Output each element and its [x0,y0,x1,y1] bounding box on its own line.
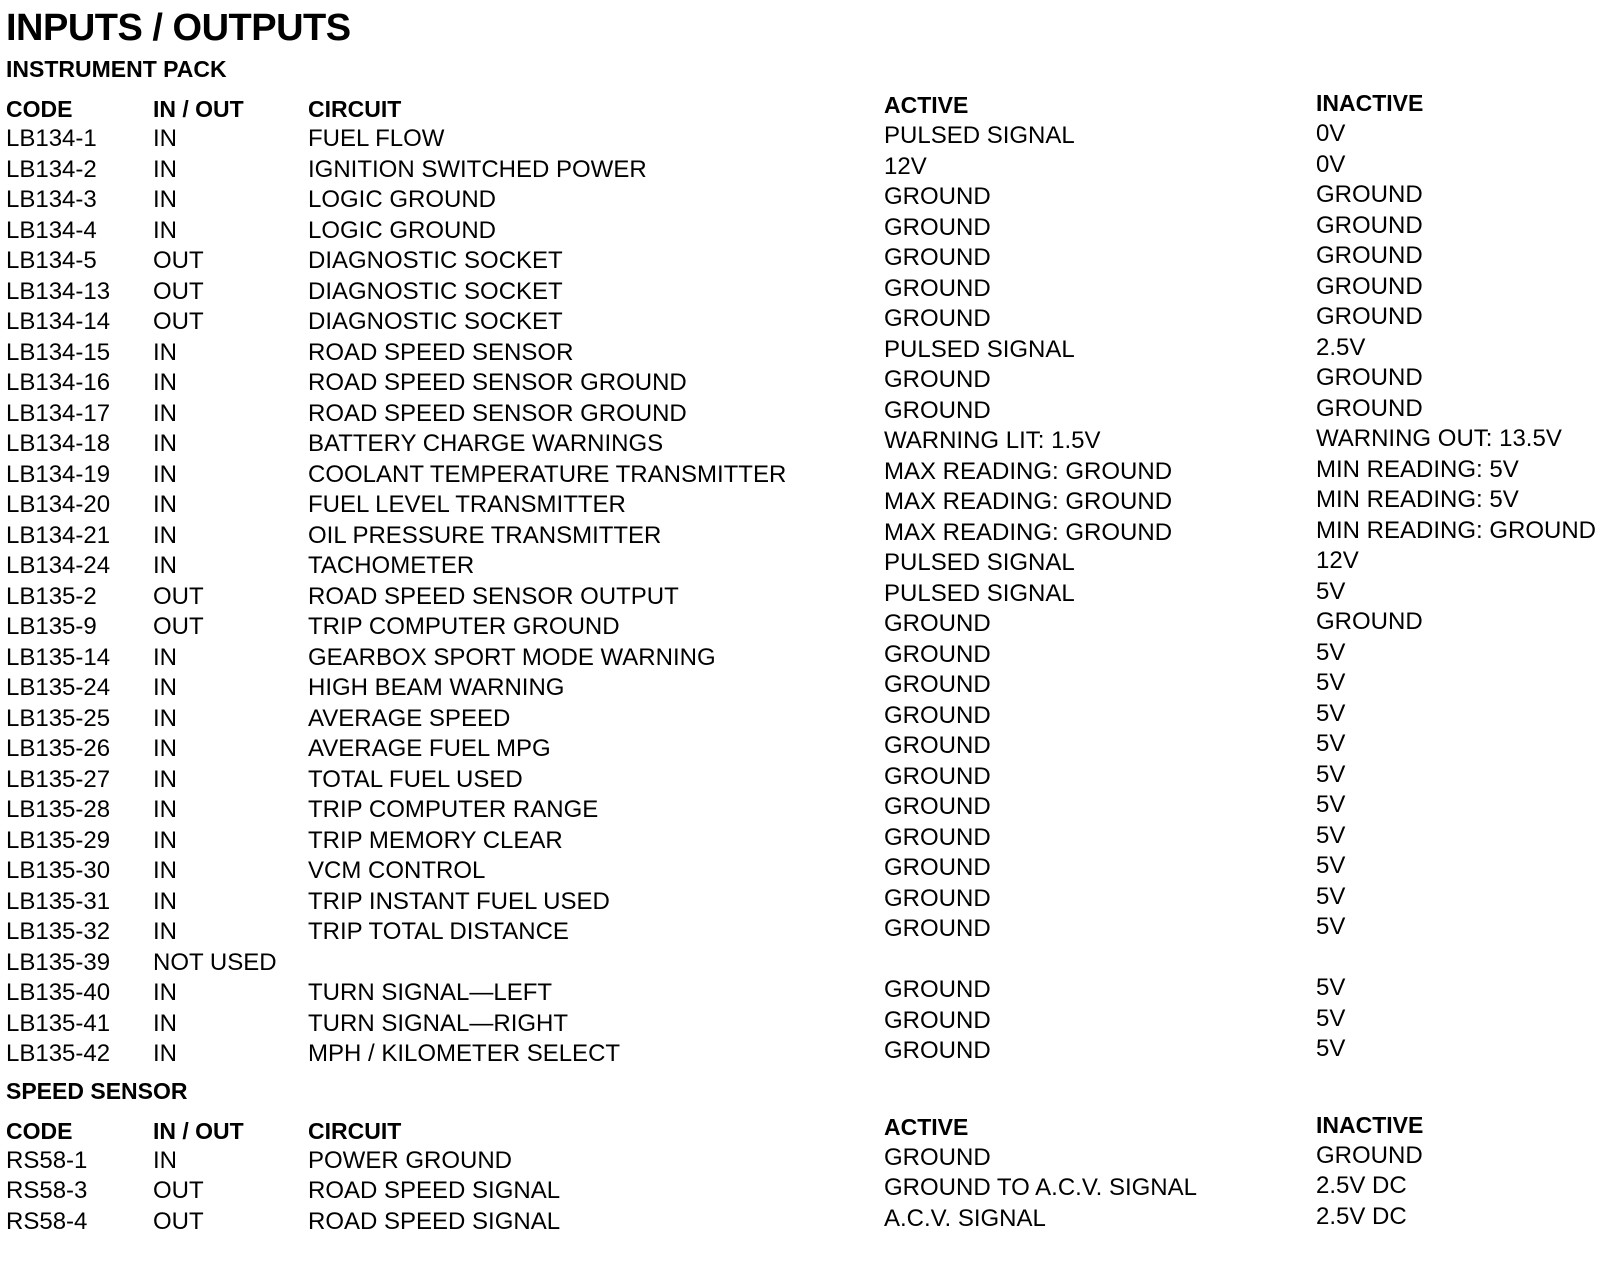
table-row [6,120,1612,155]
cell-code: LB135-41 [6,1009,111,1037]
cell-io: IN [153,1009,177,1037]
cell-io: OUT [153,308,204,335]
cell-io: IN [153,460,177,488]
cell-code: LB135-24 [6,674,111,701]
cell-circuit: TRIP INSTANT FUEL USED [308,887,610,915]
cell-io: IN [153,125,177,152]
cell-io: IN [153,826,177,854]
cell-circuit: ROAD SPEED SENSOR GROUND [308,369,687,396]
cell-active: GROUND [884,305,991,332]
cell-active: MAX READING: GROUND [884,488,1173,515]
cell-active: PULSED SIGNAL [884,335,1075,363]
cell-code: LB134-2 [6,155,97,183]
cell-inactive: 5V [1316,882,1346,910]
cell-inactive: 2.5V DC [1316,1172,1407,1199]
cell-active: GROUND [884,884,991,912]
cell-io: IN [153,521,177,549]
cell-circuit: ROAD SPEED SENSOR GROUND [308,399,687,427]
cell-active: GROUND [884,274,991,302]
cell-inactive: 5V [1316,974,1346,1001]
table-row [6,730,1612,765]
cell-code: LB134-14 [6,308,111,335]
cell-inactive: WARNING OUT: 13.5V [1316,425,1562,452]
cell-io: IN [153,796,177,823]
cell-io: IN [153,491,177,518]
cell-active: GROUND [884,1143,991,1171]
cell-active: GROUND [884,640,991,668]
page [6,0,1612,1237]
table-row [6,303,1612,338]
cell-code: LB134-21 [6,521,111,549]
cell-code: LB134-5 [6,247,97,274]
cell-circuit: LOGIC GROUND [308,186,497,213]
cell-code: LB135-2 [6,582,97,610]
cell-circuit: COOLANT TEMPERATURE TRANSMITTER [308,460,787,488]
cell-code: LB134-15 [6,338,111,366]
cell-circuit: DIAGNOSTIC SOCKET [308,308,563,335]
cell-io: IN [153,735,177,762]
cell-inactive: 5V [1316,791,1346,818]
cell-io: IN [153,765,177,793]
cell-code: LB134-19 [6,460,111,488]
cell-io: IN [153,674,177,701]
table-row [6,852,1612,887]
section-speed-sensor [6,1076,1612,1238]
cell-circuit: TOTAL FUEL USED [308,765,523,793]
cell-io: IN [153,704,177,732]
cell-io: IN [153,430,177,457]
table-row [6,638,1612,674]
cell-io: IN [153,399,177,427]
table-row [6,821,1612,857]
cell-active: GROUND [884,366,991,393]
cell-code: RS58-4 [6,1207,88,1235]
cell-code: LB135-14 [6,643,111,671]
cell-circuit: TRIP TOTAL DISTANCE [308,918,569,945]
cell-code: LB135-39 [6,948,111,976]
cell-io: OUT [153,277,204,305]
cell-circuit: AVERAGE SPEED [308,704,511,732]
table-row [6,948,1612,979]
page-title: INPUTS / OUTPUTS [6,7,351,49]
cell-circuit: OIL PRESSURE TRANSMITTER [308,521,662,549]
cell-inactive: 5V [1316,821,1346,849]
cell-code: LB135-40 [6,979,111,1006]
cell-io: IN [153,155,177,183]
cell-active: GROUND [884,915,991,942]
table-row [6,699,1612,735]
cell-inactive: GROUND [1316,394,1423,422]
cell-inactive: 5V [1316,1035,1346,1062]
cell-circuit: ROAD SPEED SIGNAL [308,1177,561,1204]
header-inactive: INACTIVE [1316,1111,1424,1138]
table-row [6,1035,1612,1070]
cell-active: GROUND [884,213,991,241]
cell-circuit: DIAGNOSTIC SOCKET [308,277,563,305]
table-body [6,1141,1612,1238]
cell-code: LB134-16 [6,369,111,396]
cell-inactive: 5V [1316,913,1346,940]
cell-inactive: 2.5V [1316,333,1366,361]
cell-active: 12V [884,152,927,180]
cell-inactive: MIN READING: GROUND [1316,516,1597,544]
cell-inactive: 5V [1316,730,1346,757]
cell-active: MAX READING: GROUND [884,457,1173,485]
cell-inactive: MIN READING: 5V [1316,455,1519,483]
cell-code: LB134-3 [6,186,97,213]
table-row [6,547,1612,582]
cell-io: IN [153,186,177,213]
header-io: IN / OUT [153,1117,244,1144]
cell-active: GROUND [884,183,991,210]
cell-circuit: ROAD SPEED SIGNAL [308,1207,561,1235]
cell-inactive: 5V [1316,699,1346,727]
header-active: ACTIVE [884,1113,969,1140]
cell-circuit: DIAGNOSTIC SOCKET [308,247,563,274]
cell-active: PULSED SIGNAL [884,579,1075,607]
cell-io: IN [153,1040,177,1067]
cell-circuit: BATTERY CHARGE WARNINGS [308,430,664,457]
cell-inactive: 0V [1316,150,1346,178]
cell-active: WARNING LIT: 1.5V [884,427,1101,454]
cell-active: GROUND [884,1037,991,1064]
cell-inactive: 5V [1316,1004,1346,1032]
cell-active: MAX READING: GROUND [884,518,1173,546]
cell-circuit: HIGH BEAM WARNING [308,674,565,701]
cell-active: GROUND [884,762,991,790]
cell-code: LB135-32 [6,918,111,945]
cell-code: LB135-29 [6,826,111,854]
cell-inactive: GROUND [1316,242,1423,269]
cell-code: LB134-20 [6,491,111,518]
cell-circuit: TRIP COMPUTER GROUND [308,613,620,640]
cell-code: LB134-13 [6,277,111,305]
table-header [6,84,1612,124]
table-row [6,760,1612,796]
table-row [6,669,1612,704]
header-code: CODE [6,1117,73,1144]
cell-inactive: GROUND [1316,608,1423,635]
cell-active: GROUND [884,701,991,729]
header-inactive: INACTIVE [1316,90,1424,116]
cell-active: GROUND [884,793,991,820]
section-title: INSTRUMENT PACK [6,56,227,82]
cell-code: LB134-18 [6,430,111,457]
cell-code: LB135-26 [6,735,111,762]
header-circuit: CIRCUIT [308,96,402,122]
cell-circuit: TURN SIGNAL—RIGHT [308,1009,569,1037]
cell-inactive: 2.5V DC [1316,1202,1407,1230]
cell-io: IN [153,338,177,366]
cell-code: LB135-9 [6,613,97,640]
cell-active: A.C.V. SIGNAL [884,1204,1046,1232]
table-header [6,1106,1612,1146]
cell-io: OUT [153,247,204,274]
table-body [6,120,1612,1070]
cell-inactive: MIN READING: 5V [1316,486,1519,513]
cell-io: IN [153,979,177,1006]
table-row [6,1004,1612,1040]
cell-active: PULSED SIGNAL [884,549,1075,576]
cell-code: LB135-31 [6,887,111,915]
cell-inactive: GROUND [1316,303,1423,330]
cell-inactive: GROUND [1316,272,1423,300]
cell-active: GROUND [884,396,991,424]
cell-circuit: ROAD SPEED SENSOR [308,338,574,366]
cell-active: GROUND [884,976,991,1003]
cell-code: LB135-30 [6,857,111,884]
cell-io: IN [153,918,177,945]
cell-circuit: ROAD SPEED SENSOR OUTPUT [308,582,679,610]
cell-circuit: FUEL FLOW [308,125,445,152]
table-row [6,516,1612,552]
cell-inactive: 5V [1316,577,1346,605]
cell-inactive: GROUND [1316,364,1423,391]
table-row [6,1202,1612,1238]
cell-io: OUT [153,582,204,610]
table-row [6,882,1612,918]
table-row [6,608,1612,643]
cell-active: PULSED SIGNAL [884,122,1075,149]
cell-inactive: 12V [1316,547,1359,574]
cell-io: IN [153,369,177,396]
cell-io: IN [153,216,177,244]
cell-io: IN [153,552,177,579]
cell-circuit: AVERAGE FUEL MPG [308,735,551,762]
cell-circuit: MPH / KILOMETER SELECT [308,1040,621,1067]
cell-inactive: 0V [1316,120,1346,147]
cell-active: GROUND [884,610,991,637]
cell-code: LB135-28 [6,796,111,823]
cell-code: LB134-1 [6,125,97,152]
cell-code: LB134-24 [6,552,111,579]
header-active: ACTIVE [884,92,969,118]
cell-io: IN [153,887,177,915]
cell-circuit: TURN SIGNAL—LEFT [308,979,553,1006]
cell-inactive: 5V [1316,760,1346,788]
table-row [6,913,1612,948]
cell-code: RS58-1 [6,1146,88,1174]
table-row [6,791,1612,826]
cell-inactive: GROUND [1316,1141,1423,1169]
cell-io: IN [153,857,177,884]
table-row [6,974,1612,1009]
cell-active: GROUND [884,732,991,759]
cell-inactive: 5V [1316,852,1346,879]
cell-io: OUT [153,1177,204,1204]
cell-active: GROUND TO A.C.V. SIGNAL [884,1174,1197,1201]
cell-active: GROUND [884,1006,991,1034]
cell-code: LB134-17 [6,399,111,427]
cell-io: IN [153,1146,177,1174]
section-title: SPEED SENSOR [6,1077,188,1104]
cell-io: OUT [153,1207,204,1235]
cell-circuit: POWER GROUND [308,1146,512,1174]
cell-active: GROUND [884,823,991,851]
cell-inactive: 5V [1316,669,1346,696]
cell-circuit: TACHOMETER [308,552,475,579]
cell-circuit: LOGIC GROUND [308,216,497,244]
cell-circuit: VCM CONTROL [308,857,486,884]
header-io: IN / OUT [153,96,244,122]
cell-io: OUT [153,613,204,640]
cell-circuit: GEARBOX SPORT MODE WARNING [308,643,716,671]
cell-circuit: TRIP COMPUTER RANGE [308,796,599,823]
cell-code: RS58-3 [6,1177,88,1204]
cell-circuit: TRIP MEMORY CLEAR [308,826,563,854]
cell-io: NOT USED [153,948,277,976]
cell-io: IN [153,643,177,671]
cell-inactive: GROUND [1316,181,1423,208]
section-instrument-pack [6,54,1612,1070]
cell-active: GROUND [884,671,991,698]
cell-circuit: IGNITION SWITCHED POWER [308,155,647,183]
cell-inactive: GROUND [1316,211,1423,239]
cell-active: GROUND [884,854,991,881]
cell-code: LB135-25 [6,704,111,732]
cell-code: LB135-27 [6,765,111,793]
cell-code: LB134-4 [6,216,97,244]
header-circuit: CIRCUIT [308,1117,402,1144]
cell-circuit: FUEL LEVEL TRANSMITTER [308,491,626,518]
cell-inactive: 5V [1316,638,1346,666]
cell-active: GROUND [884,244,991,271]
cell-code: LB135-42 [6,1040,111,1067]
header-code: CODE [6,96,73,122]
